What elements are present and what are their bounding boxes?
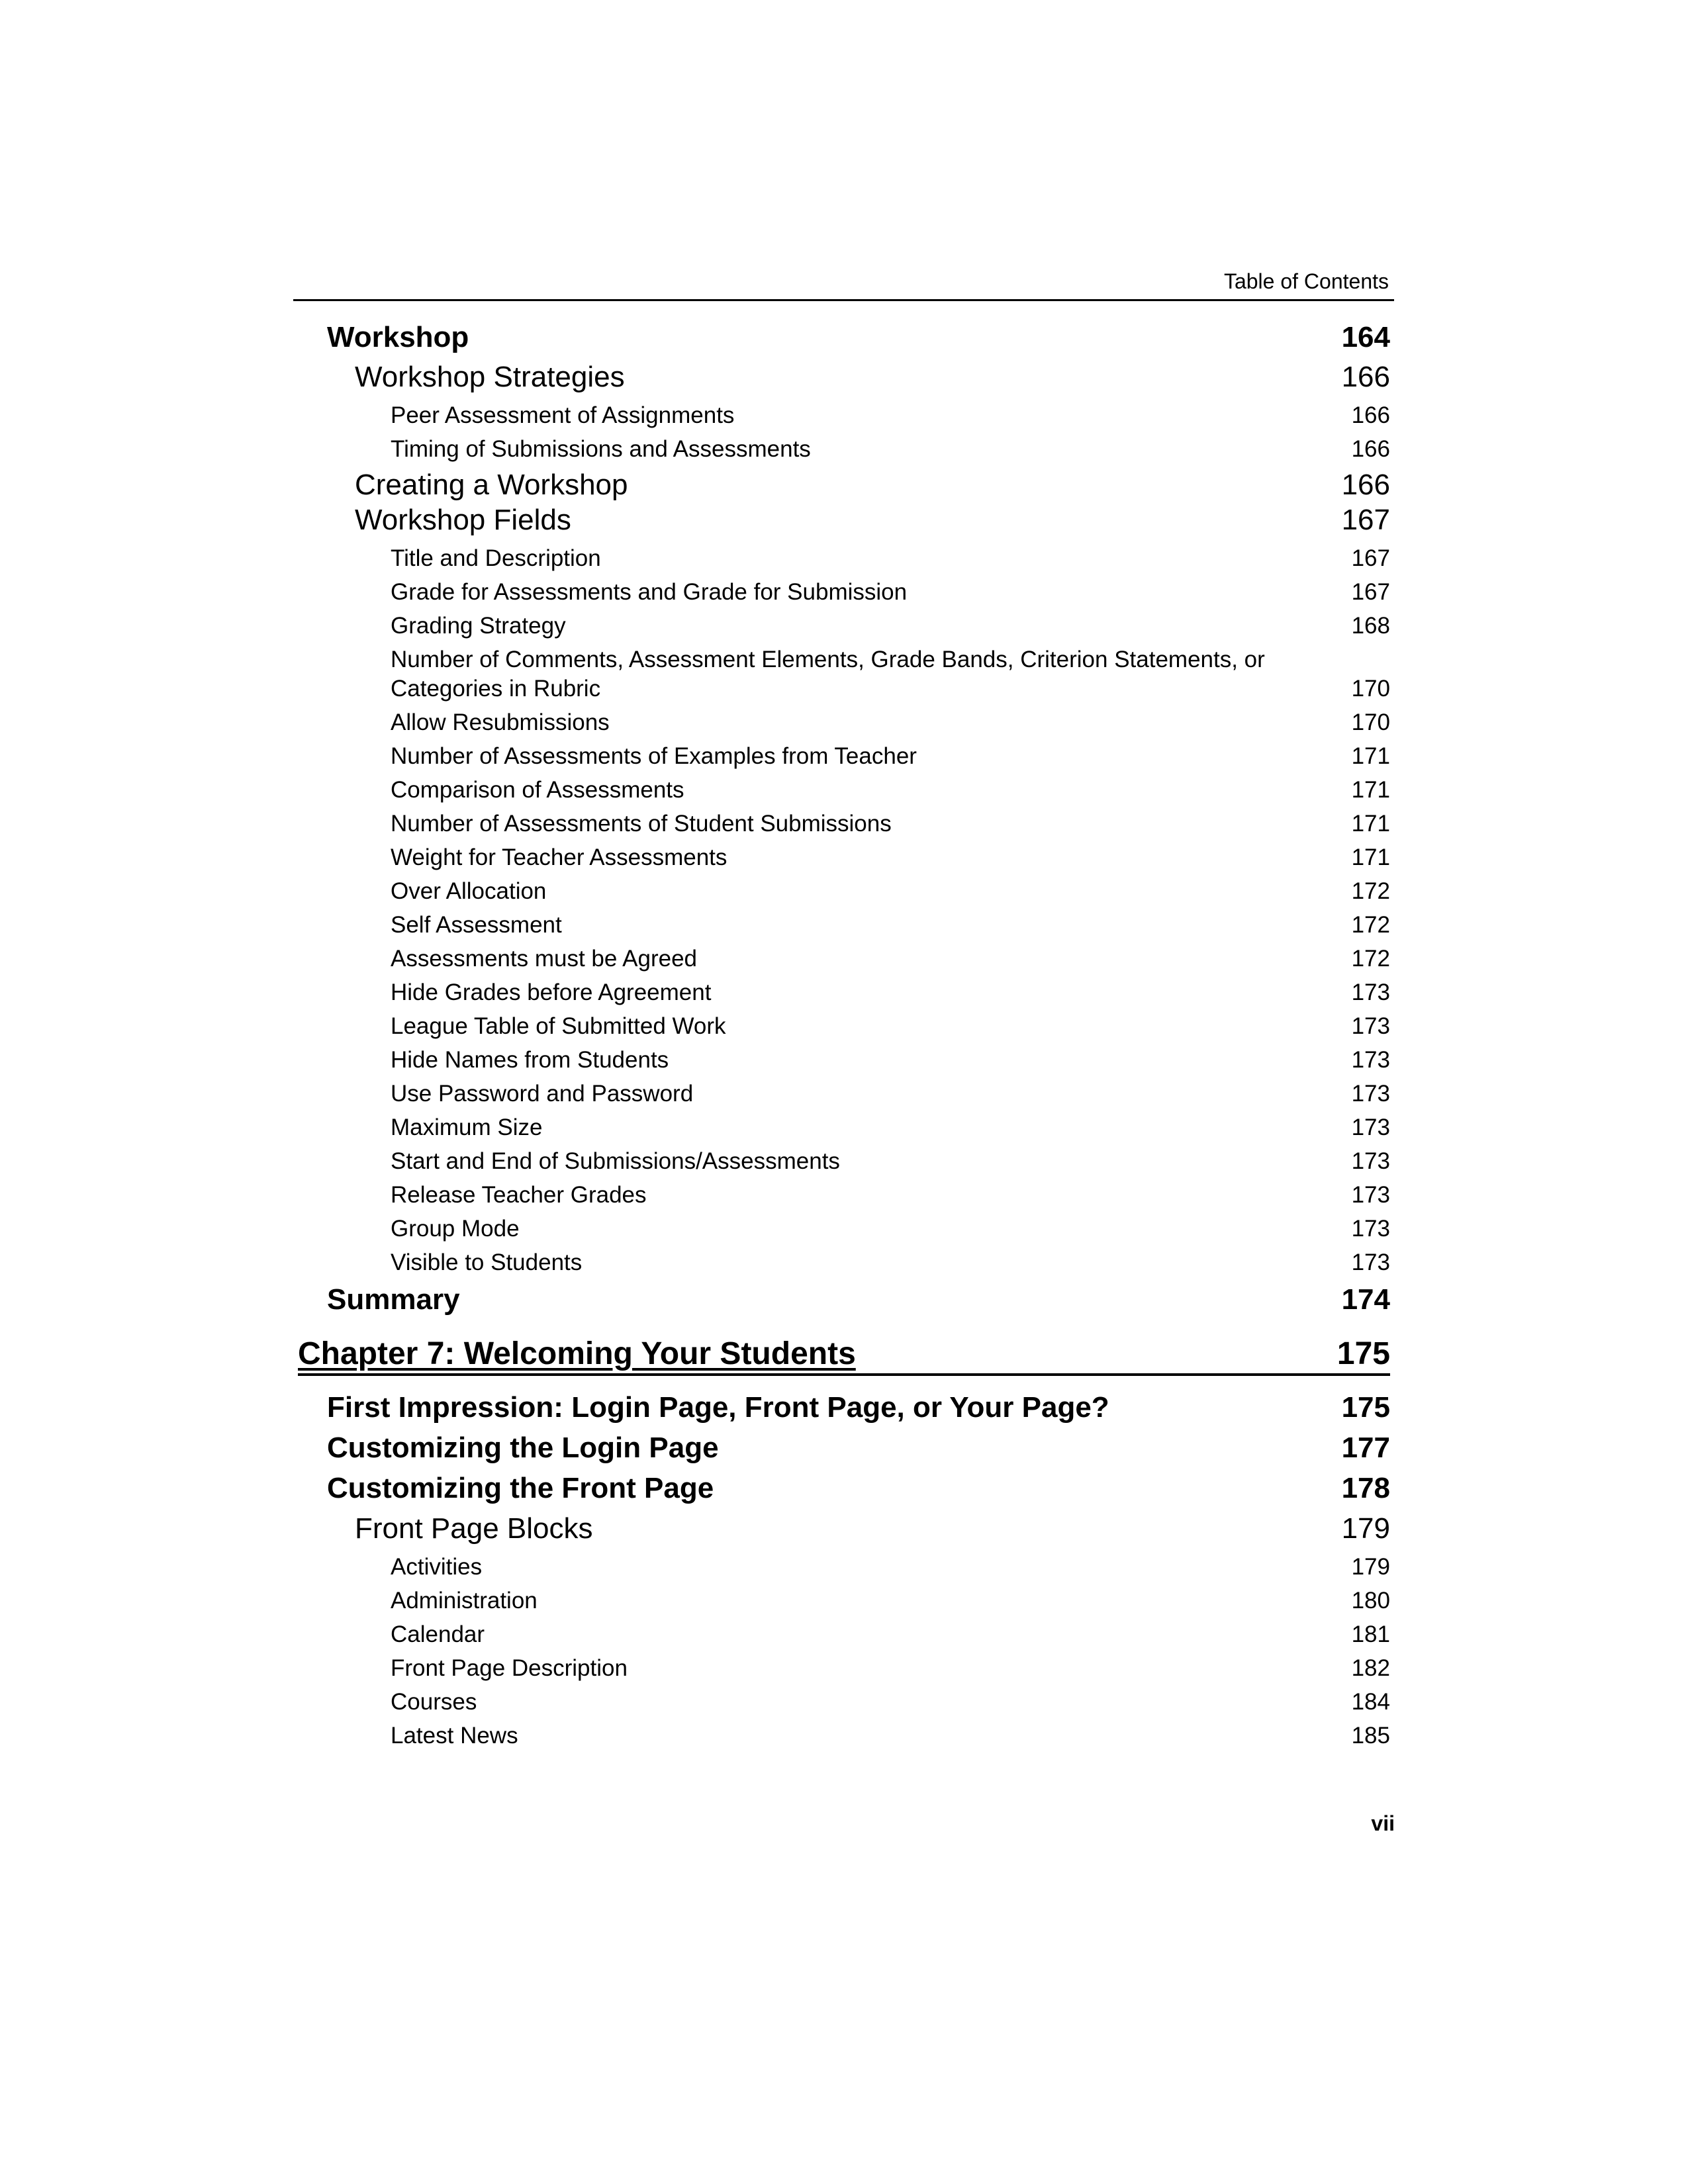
toc-entry-timing[interactable] — [298, 435, 1390, 464]
toc-entry-hide-names[interactable] — [298, 1046, 1390, 1075]
toc-entry-workshop-fields[interactable] — [298, 502, 1390, 538]
toc-entry-allow-resubmissions[interactable] — [298, 708, 1390, 737]
entry-title: Peer Assessment of Assignments — [391, 402, 735, 428]
entry-page: 173 — [1351, 1013, 1390, 1039]
entry-page: 167 — [1351, 545, 1390, 571]
entry-page: 164 — [1341, 321, 1390, 353]
entry-title: First Impression: Login Page, Front Page, or Your Page? — [327, 1391, 1109, 1424]
toc-entry-latest-news[interactable] — [298, 1721, 1390, 1751]
entry-title: Creating a Workshop — [355, 469, 628, 501]
entry-title: Title and Description — [391, 545, 601, 571]
entry-title: Administration — [391, 1588, 538, 1614]
entry-page: 167 — [1351, 579, 1390, 605]
entry-page: 172 — [1351, 878, 1390, 904]
entry-page: 171 — [1351, 743, 1390, 769]
toc-entry-administration[interactable] — [298, 1586, 1390, 1615]
entry-title: Grade for Assessments and Grade for Submission — [391, 579, 908, 605]
toc-entry-start-end[interactable] — [298, 1147, 1390, 1176]
entry-title: Front Page Description — [391, 1655, 628, 1681]
entry-title: Front Page Blocks — [355, 1512, 593, 1545]
entry-page: 179 — [1351, 1554, 1390, 1580]
running-title: Table of Contents — [1223, 269, 1389, 293]
toc-entry-examples-from-teacher[interactable] — [298, 742, 1390, 771]
toc-entry-use-password[interactable] — [298, 1079, 1390, 1109]
toc-entry-release-grades[interactable] — [298, 1181, 1390, 1210]
entry-title: Workshop Fields — [355, 504, 571, 536]
entry-page: 173 — [1351, 1182, 1390, 1208]
toc-entry-number-of-comments[interactable] — [298, 645, 1390, 704]
entry-page: 172 — [1351, 946, 1390, 972]
entry-title: Activities — [391, 1554, 483, 1580]
entry-page: 179 — [1341, 1512, 1390, 1545]
entry-title: Visible to Students — [391, 1250, 583, 1275]
entry-title: Workshop Strategies — [355, 361, 625, 393]
toc-entry-title-description[interactable] — [298, 544, 1390, 573]
entry-page: 172 — [1351, 912, 1390, 938]
toc-entry-self-assessment[interactable] — [298, 911, 1390, 940]
toc-entry-courses[interactable] — [298, 1688, 1390, 1717]
entry-page: 173 — [1351, 1081, 1390, 1107]
toc-entry-workshop-strategies[interactable] — [298, 359, 1390, 395]
entry-title: Courses — [391, 1689, 477, 1715]
entry-title: Start and End of Submissions/Assessments — [391, 1148, 840, 1174]
entry-title: Hide Names from Students — [391, 1047, 669, 1073]
entry-title: Customizing the Login Page — [327, 1432, 719, 1464]
toc-entry-comparison[interactable] — [298, 776, 1390, 805]
entry-title: Weight for Teacher Assessments — [391, 844, 727, 870]
entry-page: 171 — [1351, 777, 1390, 803]
entry-page: 166 — [1341, 361, 1390, 393]
entry-page: 181 — [1351, 1621, 1390, 1647]
entry-page: 171 — [1351, 811, 1390, 837]
toc-entry-over-allocation[interactable] — [298, 877, 1390, 906]
toc-entry-maximum-size[interactable] — [298, 1113, 1390, 1142]
toc-entry-grade-for-assessments[interactable] — [298, 578, 1390, 607]
toc-entry-group-mode[interactable] — [298, 1214, 1390, 1244]
page-folio: vii — [1371, 1811, 1395, 1835]
entry-title: Allow Resubmissions — [391, 709, 610, 735]
entry-page: 171 — [1351, 844, 1390, 870]
toc-entry-creating-workshop[interactable] — [298, 467, 1390, 503]
entry-title: Number of Assessments of Examples from Teacher — [391, 743, 917, 769]
toc-entry-front-page-blocks[interactable] — [298, 1511, 1390, 1547]
toc-entry-calendar[interactable] — [298, 1620, 1390, 1649]
toc-entry-customizing-login[interactable] — [298, 1430, 1390, 1466]
entry-title: Group Mode — [391, 1216, 520, 1242]
toc-entry-summary[interactable] — [298, 1282, 1390, 1318]
entry-title: Assessments must be Agreed — [391, 946, 697, 972]
toc-entry-weight-teacher[interactable] — [298, 843, 1390, 872]
entry-title: Workshop — [327, 321, 469, 353]
entry-title: Release Teacher Grades — [391, 1182, 647, 1208]
toc-entry-league-table[interactable] — [298, 1012, 1390, 1041]
entry-page: 166 — [1351, 402, 1390, 428]
chapter-page: 175 — [1336, 1336, 1390, 1371]
entry-title: Use Password and Password — [391, 1081, 694, 1107]
entry-page: 174 — [1341, 1283, 1390, 1316]
toc-entry-peer-assessment[interactable] — [298, 401, 1390, 430]
toc-entry-grading-strategy[interactable] — [298, 612, 1390, 641]
entry-page: 173 — [1351, 1047, 1390, 1073]
entry-page: 173 — [1351, 1115, 1390, 1140]
entry-page: 175 — [1341, 1391, 1390, 1424]
entry-title: Number of Assessments of Student Submissions — [391, 811, 892, 837]
entry-title: League Table of Submitted Work — [391, 1013, 726, 1039]
entry-page: 166 — [1341, 469, 1390, 501]
entry-page: 173 — [1351, 1250, 1390, 1275]
entry-page: 173 — [1351, 1216, 1390, 1242]
entry-page: 184 — [1351, 1689, 1390, 1715]
toc-entry-visible-to-students[interactable] — [298, 1248, 1390, 1277]
entry-page: 170 — [1351, 676, 1390, 702]
entry-page: 178 — [1341, 1472, 1390, 1504]
entry-page: 182 — [1351, 1655, 1390, 1681]
entry-page: 168 — [1351, 613, 1390, 639]
entry-title: Timing of Submissions and Assessments — [391, 436, 811, 462]
entry-title: Maximum Size — [391, 1115, 543, 1140]
entry-title: Calendar — [391, 1621, 485, 1647]
entry-title: Latest News — [391, 1723, 518, 1749]
entry-page: 166 — [1351, 436, 1390, 462]
running-header — [293, 268, 1394, 301]
chapter-title: Chapter 7: Welcoming Your Students — [298, 1336, 856, 1371]
entry-title: Self Assessment — [391, 912, 562, 938]
entry-page: 173 — [1351, 1148, 1390, 1174]
toc-entry-hide-grades[interactable] — [298, 978, 1390, 1007]
entry-page: 173 — [1351, 979, 1390, 1005]
entry-page: 177 — [1341, 1432, 1390, 1464]
entry-title: Customizing the Front Page — [327, 1472, 714, 1504]
toc-chapter-7[interactable] — [298, 1334, 1390, 1376]
toc-entry-workshop[interactable] — [298, 320, 1390, 355]
entry-title: Hide Grades before Agreement — [391, 979, 712, 1005]
toc-entry-first-impression[interactable] — [298, 1390, 1390, 1426]
entry-page: 180 — [1351, 1588, 1390, 1614]
entry-title: Summary — [327, 1283, 460, 1316]
toc-entry-customizing-front[interactable] — [298, 1471, 1390, 1506]
toc-entry-activities[interactable] — [298, 1553, 1390, 1582]
entry-page: 167 — [1341, 504, 1390, 536]
entry-title: Comparison of Assessments — [391, 777, 684, 803]
entry-page: 170 — [1351, 709, 1390, 735]
entry-page: 185 — [1351, 1723, 1390, 1749]
toc-entry-student-submissions[interactable] — [298, 809, 1390, 839]
entry-title: Grading Strategy — [391, 613, 566, 639]
toc-entry-front-page-description[interactable] — [298, 1654, 1390, 1683]
entry-title: Over Allocation — [391, 878, 547, 904]
entry-title: Number of Comments, Assessment Elements, Grade Bands, Criterion Statements, or Categories in Rubric — [391, 647, 1265, 702]
toc-entry-must-be-agreed[interactable] — [298, 944, 1390, 974]
